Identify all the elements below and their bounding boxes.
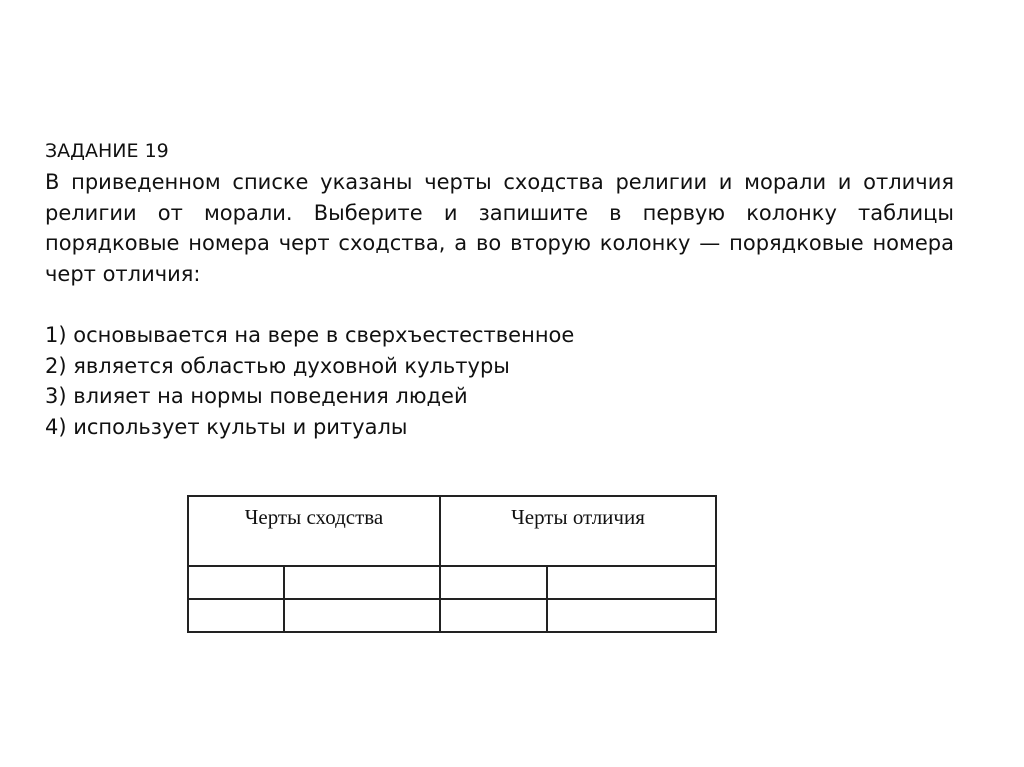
option-item-2: 2) является областью духовной культуры: [45, 353, 510, 378]
table-row: [188, 599, 716, 632]
option-item-4: 4) использует культы и ритуалы: [45, 414, 408, 439]
answer-cell[interactable]: [440, 599, 547, 632]
differences-header: Черты отличия: [440, 496, 716, 566]
answer-cell[interactable]: [284, 599, 440, 632]
options-list: [45, 320, 574, 442]
answer-cell[interactable]: [440, 566, 547, 599]
task-statement: В приведенном списке указаны черты сходства религии и морали и отличия религии от морали. Выберите и запишите в первую колонку таблицы порядковые номера черт сходства, а во вторую колонку — порядковые номера черт отличия:: [45, 170, 954, 286]
answer-cell[interactable]: [547, 566, 716, 599]
answer-cell[interactable]: [547, 599, 716, 632]
task-header: ЗАДАНИЕ 19: [45, 140, 169, 162]
option-item-3: 3) влияет на нормы поведения людей: [45, 384, 468, 408]
answer-cell[interactable]: [188, 566, 284, 599]
option-item-1: 1) основывается на вере в сверхъестественное: [45, 323, 575, 347]
answer-cell[interactable]: [188, 599, 284, 632]
table-row: [188, 566, 716, 599]
table-header-row: [188, 496, 716, 566]
answer-table: [187, 495, 717, 633]
answer-cell[interactable]: [284, 566, 440, 599]
similarities-header: Черты сходства: [188, 496, 440, 566]
